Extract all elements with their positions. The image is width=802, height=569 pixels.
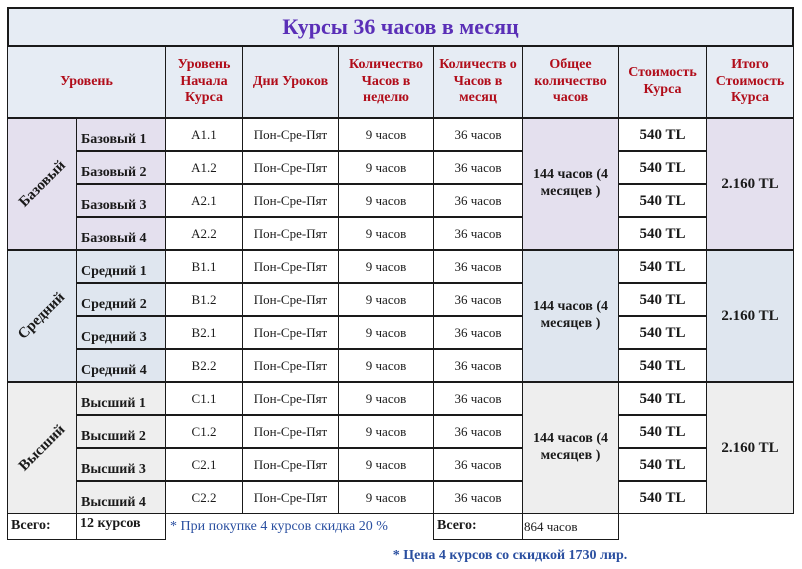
course-price: 540 TL bbox=[618, 217, 707, 250]
footer-total-label: Всего: bbox=[7, 513, 77, 540]
lesson-days: Пон-Сре-Пят bbox=[242, 118, 339, 151]
course-code: A2.1 bbox=[165, 184, 243, 217]
group-total-price: 2.160 TL bbox=[706, 118, 794, 250]
hours-per-month: 36 часов bbox=[433, 283, 523, 316]
course-code: A1.1 bbox=[165, 118, 243, 151]
course-name: Высший 3 bbox=[76, 448, 166, 481]
hours-per-month: 36 часов bbox=[433, 349, 523, 382]
hours-per-month: 36 часов bbox=[433, 481, 523, 514]
footer-total-courses: 12 курсов bbox=[76, 513, 166, 540]
course-price: 540 TL bbox=[618, 151, 707, 184]
course-code: C2.2 bbox=[165, 481, 243, 514]
course-price: 540 TL bbox=[618, 382, 707, 415]
header-hours-week: Количество Часов в неделю bbox=[338, 46, 434, 118]
hours-per-month: 36 часов bbox=[433, 250, 523, 283]
course-name: Средний 2 bbox=[76, 283, 166, 316]
hours-per-week: 9 часов bbox=[338, 217, 434, 250]
course-name: Базовый 2 bbox=[76, 151, 166, 184]
course-price: 540 TL bbox=[618, 415, 707, 448]
course-name: Высший 1 bbox=[76, 382, 166, 415]
footer-total-hours: 864 часов bbox=[522, 513, 619, 540]
course-price: 540 TL bbox=[618, 118, 707, 151]
course-name: Высший 4 bbox=[76, 481, 166, 514]
course-price: 540 TL bbox=[618, 481, 707, 514]
hours-per-week: 9 часов bbox=[338, 415, 434, 448]
hours-per-week: 9 часов bbox=[338, 283, 434, 316]
group-total-price: 2.160 TL bbox=[706, 250, 794, 382]
group-label: Высший bbox=[15, 421, 69, 475]
lesson-days: Пон-Сре-Пят bbox=[242, 217, 339, 250]
course-name: Базовый 4 bbox=[76, 217, 166, 250]
hours-per-week: 9 часов bbox=[338, 250, 434, 283]
lesson-days: Пон-Сре-Пят bbox=[242, 151, 339, 184]
hours-per-month: 36 часов bbox=[433, 151, 523, 184]
course-code: B1.1 bbox=[165, 250, 243, 283]
lesson-days: Пон-Сре-Пят bbox=[242, 415, 339, 448]
hours-per-week: 9 часов bbox=[338, 349, 434, 382]
course-price: 540 TL bbox=[618, 349, 707, 382]
course-price: 540 TL bbox=[618, 250, 707, 283]
hours-per-month: 36 часов bbox=[433, 415, 523, 448]
course-code: A2.2 bbox=[165, 217, 243, 250]
group-label: Средний bbox=[15, 289, 69, 343]
hours-per-month: 36 часов bbox=[433, 217, 523, 250]
hours-per-week: 9 часов bbox=[338, 316, 434, 349]
course-code: B2.2 bbox=[165, 349, 243, 382]
header-course-price: Стоимость Курса bbox=[618, 46, 707, 118]
hours-per-month: 36 часов bbox=[433, 316, 523, 349]
lesson-days: Пон-Сре-Пят bbox=[242, 382, 339, 415]
course-price: 540 TL bbox=[618, 184, 707, 217]
hours-per-week: 9 часов bbox=[338, 448, 434, 481]
group-total-hours: 144 часов (4 месяцев ) bbox=[522, 250, 619, 382]
hours-per-week: 9 часов bbox=[338, 151, 434, 184]
header-total-price: Итого Стоимость Курса bbox=[706, 46, 794, 118]
group-label: Базовый bbox=[15, 157, 69, 211]
group-total-price: 2.160 TL bbox=[706, 382, 794, 514]
course-code: B2.1 bbox=[165, 316, 243, 349]
price-note: * Цена 4 курсов со скидкой 1730 лир. bbox=[392, 547, 628, 563]
course-code: A1.2 bbox=[165, 151, 243, 184]
course-price: 540 TL bbox=[618, 316, 707, 349]
lesson-days: Пон-Сре-Пят bbox=[242, 349, 339, 382]
hours-per-week: 9 часов bbox=[338, 184, 434, 217]
page-title: Курсы 36 часов в месяц bbox=[7, 7, 794, 47]
group-total-hours: 144 часов (4 месяцев ) bbox=[522, 118, 619, 250]
header-hours-month: Количеств о Часов в месяц bbox=[433, 46, 523, 118]
hours-per-week: 9 часов bbox=[338, 118, 434, 151]
course-name: Базовый 1 bbox=[76, 118, 166, 151]
header-level: Уровень bbox=[7, 46, 166, 118]
course-code: C1.1 bbox=[165, 382, 243, 415]
header-days: Дни Уроков bbox=[242, 46, 339, 118]
header-total-hours: Общее количество часов bbox=[522, 46, 619, 118]
lesson-days: Пон-Сре-Пят bbox=[242, 481, 339, 514]
group-label-cell bbox=[7, 250, 77, 382]
hours-per-month: 36 часов bbox=[433, 382, 523, 415]
course-price: 540 TL bbox=[618, 448, 707, 481]
group-total-hours: 144 часов (4 месяцев ) bbox=[522, 382, 619, 514]
lesson-days: Пон-Сре-Пят bbox=[242, 283, 339, 316]
course-code: C2.1 bbox=[165, 448, 243, 481]
footer-total-label-2: Всего: bbox=[433, 513, 523, 540]
group-label-cell bbox=[7, 382, 77, 514]
hours-per-week: 9 часов bbox=[338, 382, 434, 415]
hours-per-week: 9 часов bbox=[338, 481, 434, 514]
course-name: Средний 1 bbox=[76, 250, 166, 283]
course-name: Средний 4 bbox=[76, 349, 166, 382]
course-name: Средний 3 bbox=[76, 316, 166, 349]
hours-per-month: 36 часов bbox=[433, 118, 523, 151]
discount-note: * При покупке 4 курсов скидка 20 % bbox=[170, 518, 388, 534]
lesson-days: Пон-Сре-Пят bbox=[242, 250, 339, 283]
lesson-days: Пон-Сре-Пят bbox=[242, 184, 339, 217]
hours-per-month: 36 часов bbox=[433, 184, 523, 217]
course-code: C1.2 bbox=[165, 415, 243, 448]
group-label-cell bbox=[7, 118, 77, 250]
course-name: Высший 2 bbox=[76, 415, 166, 448]
hours-per-month: 36 часов bbox=[433, 448, 523, 481]
header-start-level: Уровень Начала Курса bbox=[165, 46, 243, 118]
course-code: B1.2 bbox=[165, 283, 243, 316]
lesson-days: Пон-Сре-Пят bbox=[242, 448, 339, 481]
course-price: 540 TL bbox=[618, 283, 707, 316]
lesson-days: Пон-Сре-Пят bbox=[242, 316, 339, 349]
course-name: Базовый 3 bbox=[76, 184, 166, 217]
